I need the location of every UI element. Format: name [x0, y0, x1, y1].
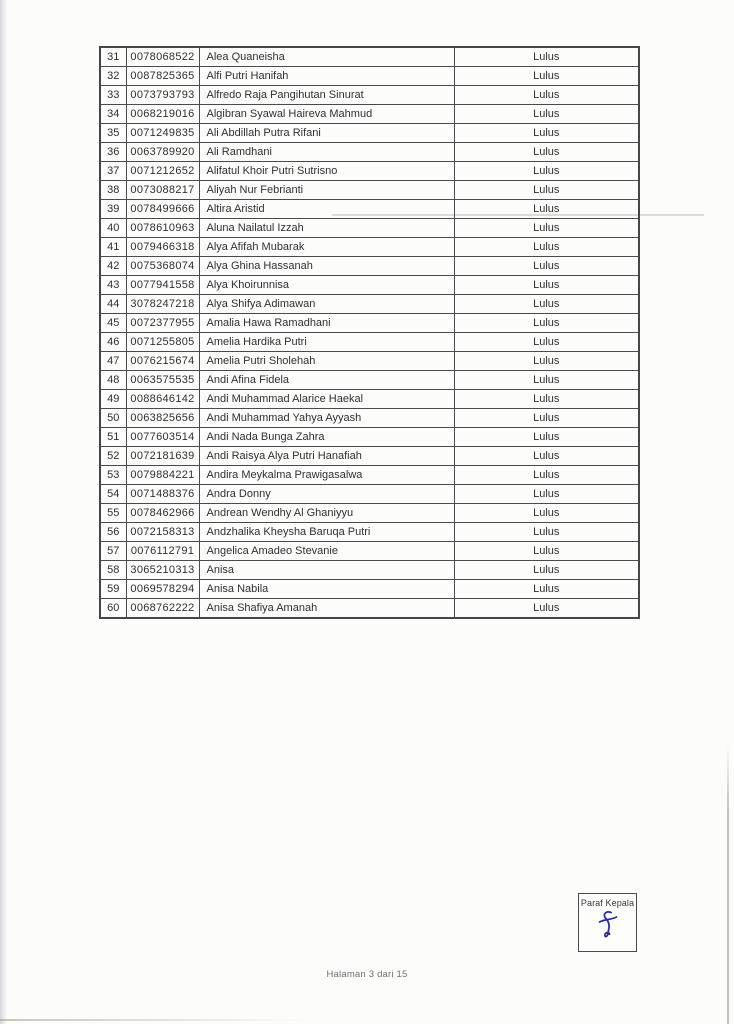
- row-number-cell: 35: [100, 124, 126, 143]
- row-number-cell: 32: [100, 67, 126, 86]
- nisn-cell: 0071249835: [126, 124, 199, 143]
- status-cell: Lulus: [454, 504, 639, 523]
- nisn-cell: 0072158313: [126, 523, 199, 542]
- row-number-cell: 46: [100, 333, 126, 352]
- row-number-cell: 41: [100, 238, 126, 257]
- page-number-footer: Halaman 3 dari 15: [326, 969, 408, 980]
- table-row: [100, 105, 639, 124]
- status-cell: Lulus: [454, 599, 639, 619]
- table-row: [100, 295, 639, 314]
- paraf-box-label: Paraf Kepala: [580, 898, 635, 908]
- student-name-cell: Altira Aristid: [199, 200, 454, 219]
- student-name-cell: Andi Raisya Alya Putri Hanafiah: [199, 447, 454, 466]
- table-row: [100, 352, 639, 371]
- nisn-cell: 3078247218: [126, 295, 199, 314]
- nisn-cell: 0071255805: [126, 333, 199, 352]
- student-name-cell: Alfi Putri Hanifah: [199, 67, 454, 86]
- table-row: [100, 561, 639, 580]
- row-number-cell: 34: [100, 105, 126, 124]
- student-name-cell: Andzhalika Kheysha Baruqa Putri: [199, 523, 454, 542]
- nisn-cell: 0063825656: [126, 409, 199, 428]
- scan-edge-shadow-left: [0, 0, 7, 1024]
- status-cell: Lulus: [454, 466, 639, 485]
- row-number-cell: 51: [100, 428, 126, 447]
- student-name-cell: Alya Khoirunnisa: [199, 276, 454, 295]
- student-name-cell: Aluna Nailatul Izzah: [199, 219, 454, 238]
- row-number-cell: 33: [100, 86, 126, 105]
- table-row: [100, 599, 639, 619]
- student-name-cell: Anisa Nabila: [199, 580, 454, 599]
- status-cell: Lulus: [454, 295, 639, 314]
- student-name-cell: Alfredo Raja Pangihutan Sinurat: [199, 86, 454, 105]
- status-cell: Lulus: [454, 523, 639, 542]
- row-number-cell: 49: [100, 390, 126, 409]
- status-cell: Lulus: [454, 67, 639, 86]
- row-number-cell: 54: [100, 485, 126, 504]
- status-cell: Lulus: [454, 333, 639, 352]
- nisn-cell: 0079466318: [126, 238, 199, 257]
- scan-crease-right: [727, 745, 729, 1024]
- table-row: [100, 390, 639, 409]
- row-number-cell: 39: [100, 200, 126, 219]
- row-number-cell: 48: [100, 371, 126, 390]
- nisn-cell: 0075368074: [126, 257, 199, 276]
- nisn-cell: 3065210313: [126, 561, 199, 580]
- row-number-cell: 45: [100, 314, 126, 333]
- scan-edge-shadow-bottom: [0, 1019, 310, 1021]
- student-name-cell: Andira Meykalma Prawigasalwa: [199, 466, 454, 485]
- row-number-cell: 47: [100, 352, 126, 371]
- nisn-cell: 0079884221: [126, 466, 199, 485]
- status-cell: Lulus: [454, 561, 639, 580]
- student-name-cell: Angelica Amadeo Stevanie: [199, 542, 454, 561]
- nisn-cell: 0073793793: [126, 86, 199, 105]
- status-cell: Lulus: [454, 542, 639, 561]
- student-name-cell: Alya Ghina Hassanah: [199, 257, 454, 276]
- status-cell: Lulus: [454, 162, 639, 181]
- student-name-cell: Alya Shifya Adimawan: [199, 295, 454, 314]
- nisn-cell: 0069578294: [126, 580, 199, 599]
- status-cell: Lulus: [454, 181, 639, 200]
- status-cell: Lulus: [454, 219, 639, 238]
- status-cell: Lulus: [454, 428, 639, 447]
- nisn-cell: 0072377955: [126, 314, 199, 333]
- student-name-cell: Amalia Hawa Ramadhani: [199, 314, 454, 333]
- student-name-cell: Andrean Wendhy Al Ghaniyyu: [199, 504, 454, 523]
- row-number-cell: 38: [100, 181, 126, 200]
- student-name-cell: Alya Afifah Mubarak: [199, 238, 454, 257]
- pass-list-table: [99, 46, 640, 619]
- student-name-cell: Andi Afina Fidela: [199, 371, 454, 390]
- table-row: [100, 447, 639, 466]
- student-name-cell: Amelia Hardika Putri: [199, 333, 454, 352]
- table-row: [100, 181, 639, 200]
- student-name-cell: Anisa Shafiya Amanah: [199, 599, 454, 619]
- student-name-cell: Alifatul Khoir Putri Sutrisno: [199, 162, 454, 181]
- nisn-cell: 0072181639: [126, 447, 199, 466]
- nisn-cell: 0063789920: [126, 143, 199, 162]
- row-number-cell: 56: [100, 523, 126, 542]
- row-number-cell: 44: [100, 295, 126, 314]
- status-cell: Lulus: [454, 390, 639, 409]
- status-cell: Lulus: [454, 124, 639, 143]
- status-cell: Lulus: [454, 257, 639, 276]
- status-cell: Lulus: [454, 352, 639, 371]
- pass-list-body: [100, 47, 639, 618]
- student-name-cell: Algibran Syawal Haireva Mahmud: [199, 105, 454, 124]
- row-number-cell: 52: [100, 447, 126, 466]
- nisn-cell: 0071212652: [126, 162, 199, 181]
- status-cell: Lulus: [454, 314, 639, 333]
- table-row: [100, 257, 639, 276]
- nisn-cell: 0063575535: [126, 371, 199, 390]
- nisn-cell: 0087825365: [126, 67, 199, 86]
- row-number-cell: 60: [100, 599, 126, 619]
- row-number-cell: 40: [100, 219, 126, 238]
- table-row: [100, 86, 639, 105]
- table-row: [100, 504, 639, 523]
- nisn-cell: 0073088217: [126, 181, 199, 200]
- row-number-cell: 53: [100, 466, 126, 485]
- table-row: [100, 67, 639, 86]
- table-row: [100, 466, 639, 485]
- status-cell: Lulus: [454, 86, 639, 105]
- nisn-cell: 0077603514: [126, 428, 199, 447]
- row-number-cell: 31: [100, 47, 126, 67]
- student-name-cell: Alea Quaneisha: [199, 47, 454, 67]
- student-name-cell: Andra Donny: [199, 485, 454, 504]
- table-row: [100, 200, 639, 219]
- nisn-cell: 0076215674: [126, 352, 199, 371]
- table-row: [100, 276, 639, 295]
- status-cell: Lulus: [454, 105, 639, 124]
- table-row: [100, 580, 639, 599]
- nisn-cell: 0078068522: [126, 47, 199, 67]
- student-name-cell: Anisa: [199, 561, 454, 580]
- student-name-cell: Andi Muhammad Alarice Haekal: [199, 390, 454, 409]
- nisn-cell: 0076112791: [126, 542, 199, 561]
- table-row: [100, 371, 639, 390]
- row-number-cell: 37: [100, 162, 126, 181]
- student-name-cell: Andi Muhammad Yahya Ayyash: [199, 409, 454, 428]
- status-cell: Lulus: [454, 580, 639, 599]
- student-name-cell: Aliyah Nur Febrianti: [199, 181, 454, 200]
- nisn-cell: 0077941558: [126, 276, 199, 295]
- nisn-cell: 0078499666: [126, 200, 199, 219]
- row-number-cell: 58: [100, 561, 126, 580]
- row-number-cell: 43: [100, 276, 126, 295]
- paraf-kepala-box: [578, 893, 637, 952]
- nisn-cell: 0078610963: [126, 219, 199, 238]
- student-name-cell: Andi Nada Bunga Zahra: [199, 428, 454, 447]
- table-row: [100, 523, 639, 542]
- table-row: [100, 238, 639, 257]
- table-row: [100, 124, 639, 143]
- row-number-cell: 57: [100, 542, 126, 561]
- status-cell: Lulus: [454, 143, 639, 162]
- table-row: [100, 47, 639, 67]
- nisn-cell: 0088646142: [126, 390, 199, 409]
- table-row: [100, 428, 639, 447]
- nisn-cell: 0068219016: [126, 105, 199, 124]
- status-cell: Lulus: [454, 409, 639, 428]
- table-row: [100, 542, 639, 561]
- nisn-cell: 0078462966: [126, 504, 199, 523]
- student-name-cell: Ali Abdillah Putra Rifani: [199, 124, 454, 143]
- status-cell: Lulus: [454, 447, 639, 466]
- row-number-cell: 55: [100, 504, 126, 523]
- table-row: [100, 219, 639, 238]
- table-row: [100, 485, 639, 504]
- nisn-cell: 0071488376: [126, 485, 199, 504]
- student-name-cell: Ali Ramdhani: [199, 143, 454, 162]
- status-cell: Lulus: [454, 485, 639, 504]
- row-number-cell: 50: [100, 409, 126, 428]
- status-cell: Lulus: [454, 371, 639, 390]
- table-row: [100, 162, 639, 181]
- table-row: [100, 314, 639, 333]
- row-number-cell: 36: [100, 143, 126, 162]
- row-number-cell: 59: [100, 580, 126, 599]
- table-row: [100, 143, 639, 162]
- row-number-cell: 42: [100, 257, 126, 276]
- student-name-cell: Amelia Putri Sholehah: [199, 352, 454, 371]
- nisn-cell: 0068762222: [126, 599, 199, 619]
- status-cell: Lulus: [454, 238, 639, 257]
- status-cell: Lulus: [454, 276, 639, 295]
- signature-paraf-icon: [597, 910, 619, 940]
- table-row: [100, 409, 639, 428]
- table-row: [100, 333, 639, 352]
- status-cell: Lulus: [454, 200, 639, 219]
- status-cell: Lulus: [454, 47, 639, 67]
